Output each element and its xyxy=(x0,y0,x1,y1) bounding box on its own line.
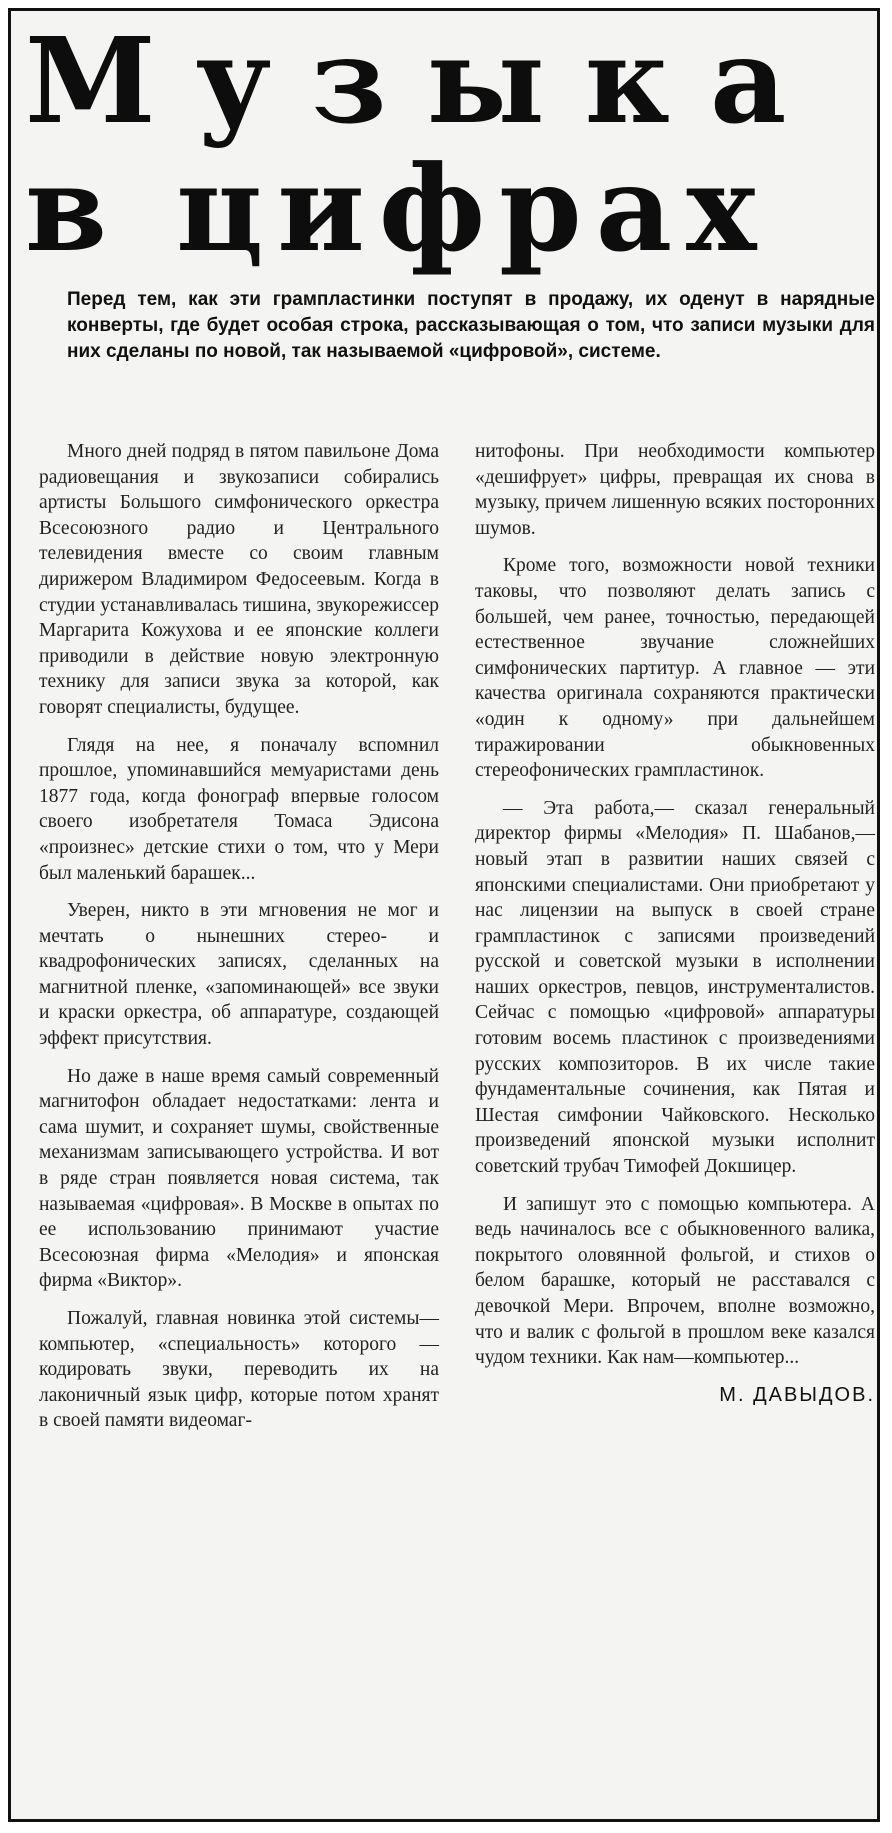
newspaper-clipping xyxy=(8,8,880,1822)
paragraph: Пожалуй, главная новинка этой системы—компьютер, «специальность» которого — кодировать звуки, переводить их на лаконичный язык цифр, которые потом хранят в своей памяти видеомаг- xyxy=(39,1308,439,1432)
paragraph: Много дней подряд в пятом павильоне Дома радиовещания и звукозаписи собирались артисты Большого симфонического оркестра Всесоюзного радио и Центрального телевидения вместе со своим главным дирижером Владимиром Федосеевым. Когда в студии устанавливалась тишина, звукорежиссер Маргарита Кожухова и ее японские коллеги приводили в действие новую электронную технику для записи звука за которой, как говорят специалисты, будущее. xyxy=(39,441,439,718)
column-left xyxy=(39,439,439,1799)
article-title xyxy=(25,11,875,278)
title-line-1: Музыка xyxy=(25,11,827,150)
paragraph: И запишут это с помощью компьютера. А ведь начиналось все с обыкновенного валика, покрытого оловянной фольгой, и стихов о белом барашке, который не расставался с девочкой Мери. Впрочем, вполне возможно, что и валик с фольгой в прошлом веке казался чудом техники. Как нам—компьютер... xyxy=(475,1193,875,1369)
paragraph: Но даже в наше время самый современный магнитофон обладает недостатками: лента и сама шумит, и сохраняет шумы, свойственные механизмам записывающего устройства. И вот в ряде стран появляется новая система, так называемая «цифровая». В Москве в опытах по ее использованию принимают участие Всесоюзная фирма «Мелодия» и японская фирма «Виктор». xyxy=(39,1065,439,1292)
author-signature: М. ДАВЫДОВ. xyxy=(719,1383,875,1406)
article-lead: Перед тем, как эти грампластинки поступят в продажу, их оденут в нарядные конверты, где будет особая строка, рассказывающая о том, что записи музыки для них сделаны по новой, так называемой «цифровой», системе. xyxy=(67,289,875,362)
column-right xyxy=(475,439,875,1799)
title-line-2: в цифрах xyxy=(25,139,771,278)
paragraph: Уверен, никто в эти мгновения не мог и мечтать о нынешних стерео- и квадрофонических записях, сделанных на магнитной пленке, «запоминающей» все звуки и краски оркестра, об аппаратуре, создающей эффект присутствия. xyxy=(39,900,439,1050)
paragraph: нитофоны. При необходимости компьютер «дешифрует» цифры, превращая их снова в музыку, причем лишенную всяких посторонних шумов. xyxy=(475,441,875,539)
article-body xyxy=(39,439,875,1799)
paragraph: Кроме того, возможности новой техники таковы, что позволяют делать запись с большей, чем ранее, точностью, передающей естественное звучание сложнейших симфонических партитур. А главное — эти качества оригинала сохраняются практически «один к одному» при дальнейшем тиражировании обыкновенных стереофонических грампластинок. xyxy=(475,555,875,782)
paragraph: Глядя на нее, я поначалу вспомнил прошлое, упоминавшийся мемуаристами день 1877 года, когда фонограф впервые голосом своего изобретателя Томаса Эдисона «произнес» детские стихи о том, что у Мери был маленький барашек... xyxy=(39,734,439,884)
paragraph: — Эта работа,— сказал генеральный директор фирмы «Мелодия» П. Шабанов,— новый этап в развитии наших связей с японскими специалистами. Они приобретают у нас лицензии на выпуск в своей стране грампластинок с записями произведений русской и советской музыки в исполнении наших оркестров, певцов, инструменталистов. Сейчас с помощью «цифровой» аппаратуры готовим восемь пластинок с произведениями русских композиторов. В их числе такие фундаментальные сочинения, как Пятая и Шестая симфонии Чайковского. Несколько произведений японской музыки исполнит советский трубач Тимофей Докшицер. xyxy=(475,797,875,1178)
